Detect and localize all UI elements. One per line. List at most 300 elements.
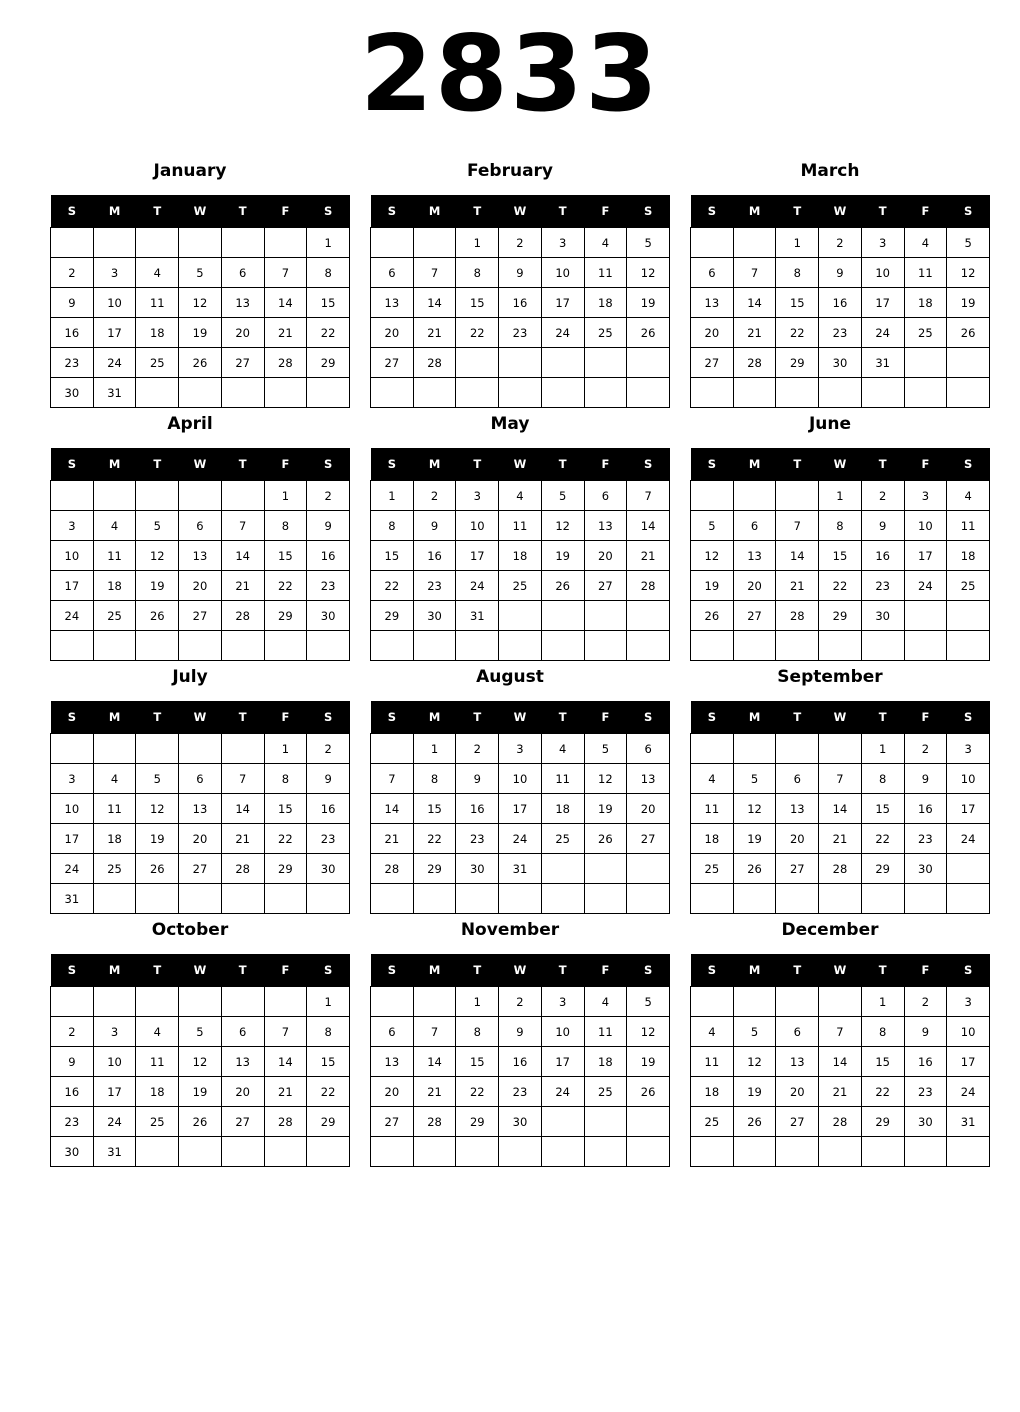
day-cell[interactable]: 30 — [51, 1137, 94, 1167]
day-cell[interactable]: 4 — [93, 511, 136, 541]
day-cell[interactable]: 7 — [819, 764, 862, 794]
day-cell[interactable]: 8 — [861, 1017, 904, 1047]
day-cell[interactable]: 18 — [904, 288, 947, 318]
day-cell[interactable]: 31 — [456, 601, 499, 631]
day-cell[interactable]: 13 — [371, 288, 414, 318]
day-cell[interactable]: 7 — [819, 1017, 862, 1047]
day-cell[interactable]: 1 — [776, 228, 819, 258]
day-cell[interactable]: 4 — [947, 481, 990, 511]
day-cell[interactable]: 15 — [819, 541, 862, 571]
day-cell[interactable]: 8 — [776, 258, 819, 288]
day-cell[interactable]: 8 — [371, 511, 414, 541]
day-cell[interactable]: 22 — [861, 1077, 904, 1107]
day-cell[interactable]: 1 — [456, 987, 499, 1017]
day-cell[interactable]: 2 — [456, 734, 499, 764]
day-cell[interactable]: 10 — [861, 258, 904, 288]
day-cell[interactable]: 31 — [861, 348, 904, 378]
day-cell[interactable]: 23 — [413, 571, 456, 601]
day-cell[interactable]: 22 — [819, 571, 862, 601]
day-cell[interactable]: 12 — [179, 1047, 222, 1077]
day-cell[interactable]: 25 — [136, 1107, 179, 1137]
day-cell[interactable]: 14 — [819, 794, 862, 824]
day-cell[interactable]: 24 — [861, 318, 904, 348]
day-cell[interactable]: 15 — [307, 288, 350, 318]
day-cell[interactable]: 21 — [264, 1077, 307, 1107]
day-cell[interactable]: 6 — [221, 258, 264, 288]
day-cell[interactable]: 17 — [861, 288, 904, 318]
day-cell[interactable]: 17 — [93, 1077, 136, 1107]
day-cell[interactable]: 27 — [221, 1107, 264, 1137]
day-cell[interactable]: 9 — [307, 764, 350, 794]
day-cell[interactable]: 13 — [179, 541, 222, 571]
day-cell[interactable]: 16 — [307, 794, 350, 824]
day-cell[interactable]: 9 — [819, 258, 862, 288]
day-cell[interactable]: 11 — [691, 1047, 734, 1077]
day-cell[interactable]: 25 — [947, 571, 990, 601]
day-cell[interactable]: 4 — [136, 1017, 179, 1047]
day-cell[interactable]: 3 — [93, 1017, 136, 1047]
day-cell[interactable]: 7 — [264, 1017, 307, 1047]
day-cell[interactable]: 19 — [947, 288, 990, 318]
day-cell[interactable]: 28 — [221, 601, 264, 631]
day-cell[interactable]: 10 — [51, 794, 94, 824]
day-cell[interactable]: 4 — [691, 1017, 734, 1047]
day-cell[interactable]: 16 — [413, 541, 456, 571]
day-cell[interactable]: 6 — [371, 258, 414, 288]
day-cell[interactable]: 17 — [51, 824, 94, 854]
day-cell[interactable]: 15 — [413, 794, 456, 824]
day-cell[interactable]: 25 — [136, 348, 179, 378]
day-cell[interactable]: 3 — [541, 987, 584, 1017]
day-cell[interactable]: 24 — [541, 318, 584, 348]
day-cell[interactable]: 26 — [136, 601, 179, 631]
day-cell[interactable]: 22 — [371, 571, 414, 601]
day-cell[interactable]: 19 — [584, 794, 627, 824]
day-cell[interactable]: 9 — [51, 288, 94, 318]
day-cell[interactable]: 18 — [136, 1077, 179, 1107]
day-cell[interactable]: 14 — [371, 794, 414, 824]
day-cell[interactable]: 26 — [584, 824, 627, 854]
day-cell[interactable]: 3 — [861, 228, 904, 258]
day-cell[interactable]: 1 — [307, 228, 350, 258]
day-cell[interactable]: 21 — [819, 1077, 862, 1107]
day-cell[interactable]: 3 — [51, 764, 94, 794]
day-cell[interactable]: 1 — [861, 734, 904, 764]
day-cell[interactable]: 2 — [904, 734, 947, 764]
day-cell[interactable]: 28 — [264, 1107, 307, 1137]
day-cell[interactable]: 5 — [627, 228, 670, 258]
day-cell[interactable]: 22 — [413, 824, 456, 854]
day-cell[interactable]: 11 — [691, 794, 734, 824]
day-cell[interactable]: 30 — [413, 601, 456, 631]
day-cell[interactable]: 13 — [179, 794, 222, 824]
day-cell[interactable]: 24 — [904, 571, 947, 601]
day-cell[interactable]: 20 — [179, 571, 222, 601]
day-cell[interactable]: 7 — [733, 258, 776, 288]
day-cell[interactable]: 24 — [947, 824, 990, 854]
day-cell[interactable]: 16 — [819, 288, 862, 318]
day-cell[interactable]: 16 — [51, 1077, 94, 1107]
day-cell[interactable]: 29 — [861, 1107, 904, 1137]
day-cell[interactable]: 17 — [93, 318, 136, 348]
day-cell[interactable]: 20 — [221, 318, 264, 348]
day-cell[interactable]: 20 — [371, 318, 414, 348]
day-cell[interactable]: 2 — [904, 987, 947, 1017]
day-cell[interactable]: 5 — [947, 228, 990, 258]
day-cell[interactable]: 28 — [264, 348, 307, 378]
day-cell[interactable]: 25 — [584, 318, 627, 348]
day-cell[interactable]: 19 — [541, 541, 584, 571]
day-cell[interactable]: 13 — [221, 288, 264, 318]
day-cell[interactable]: 19 — [733, 1077, 776, 1107]
day-cell[interactable]: 16 — [861, 541, 904, 571]
day-cell[interactable]: 23 — [819, 318, 862, 348]
day-cell[interactable]: 22 — [456, 318, 499, 348]
day-cell[interactable]: 6 — [691, 258, 734, 288]
day-cell[interactable]: 26 — [541, 571, 584, 601]
day-cell[interactable]: 3 — [51, 511, 94, 541]
day-cell[interactable]: 1 — [819, 481, 862, 511]
day-cell[interactable]: 11 — [584, 258, 627, 288]
day-cell[interactable]: 28 — [819, 1107, 862, 1137]
day-cell[interactable]: 15 — [264, 541, 307, 571]
day-cell[interactable]: 18 — [499, 541, 542, 571]
day-cell[interactable]: 21 — [733, 318, 776, 348]
day-cell[interactable]: 8 — [861, 764, 904, 794]
day-cell[interactable]: 29 — [264, 601, 307, 631]
day-cell[interactable]: 6 — [371, 1017, 414, 1047]
day-cell[interactable]: 21 — [627, 541, 670, 571]
day-cell[interactable]: 27 — [627, 824, 670, 854]
day-cell[interactable]: 2 — [307, 734, 350, 764]
day-cell[interactable]: 30 — [819, 348, 862, 378]
day-cell[interactable]: 16 — [51, 318, 94, 348]
day-cell[interactable]: 17 — [541, 288, 584, 318]
day-cell[interactable]: 30 — [861, 601, 904, 631]
day-cell[interactable]: 25 — [691, 1107, 734, 1137]
day-cell[interactable]: 24 — [541, 1077, 584, 1107]
day-cell[interactable]: 6 — [179, 511, 222, 541]
day-cell[interactable]: 9 — [456, 764, 499, 794]
day-cell[interactable]: 16 — [904, 794, 947, 824]
day-cell[interactable]: 15 — [861, 1047, 904, 1077]
day-cell[interactable]: 5 — [136, 764, 179, 794]
day-cell[interactable]: 10 — [947, 764, 990, 794]
day-cell[interactable]: 15 — [861, 794, 904, 824]
day-cell[interactable]: 2 — [499, 228, 542, 258]
day-cell[interactable]: 20 — [627, 794, 670, 824]
day-cell[interactable]: 25 — [584, 1077, 627, 1107]
day-cell[interactable]: 21 — [221, 824, 264, 854]
day-cell[interactable]: 3 — [499, 734, 542, 764]
day-cell[interactable]: 5 — [584, 734, 627, 764]
day-cell[interactable]: 14 — [221, 794, 264, 824]
day-cell[interactable]: 17 — [947, 794, 990, 824]
day-cell[interactable]: 14 — [627, 511, 670, 541]
day-cell[interactable]: 29 — [307, 348, 350, 378]
day-cell[interactable]: 30 — [307, 601, 350, 631]
day-cell[interactable]: 7 — [221, 764, 264, 794]
day-cell[interactable]: 18 — [691, 1077, 734, 1107]
day-cell[interactable]: 13 — [627, 764, 670, 794]
day-cell[interactable]: 16 — [499, 1047, 542, 1077]
day-cell[interactable]: 12 — [136, 541, 179, 571]
day-cell[interactable]: 26 — [733, 854, 776, 884]
day-cell[interactable]: 7 — [221, 511, 264, 541]
day-cell[interactable]: 28 — [413, 348, 456, 378]
day-cell[interactable]: 30 — [904, 1107, 947, 1137]
day-cell[interactable]: 12 — [627, 258, 670, 288]
day-cell[interactable]: 5 — [733, 1017, 776, 1047]
day-cell[interactable]: 11 — [136, 1047, 179, 1077]
day-cell[interactable]: 29 — [456, 1107, 499, 1137]
day-cell[interactable]: 1 — [264, 481, 307, 511]
day-cell[interactable]: 9 — [307, 511, 350, 541]
day-cell[interactable]: 9 — [904, 1017, 947, 1047]
day-cell[interactable]: 24 — [499, 824, 542, 854]
day-cell[interactable]: 14 — [264, 288, 307, 318]
day-cell[interactable]: 25 — [904, 318, 947, 348]
day-cell[interactable]: 20 — [691, 318, 734, 348]
day-cell[interactable]: 11 — [904, 258, 947, 288]
day-cell[interactable]: 23 — [51, 348, 94, 378]
day-cell[interactable]: 28 — [371, 854, 414, 884]
day-cell[interactable]: 16 — [307, 541, 350, 571]
day-cell[interactable]: 10 — [904, 511, 947, 541]
day-cell[interactable]: 24 — [93, 348, 136, 378]
day-cell[interactable]: 28 — [221, 854, 264, 884]
day-cell[interactable]: 21 — [264, 318, 307, 348]
day-cell[interactable]: 24 — [947, 1077, 990, 1107]
day-cell[interactable]: 18 — [584, 288, 627, 318]
day-cell[interactable]: 15 — [371, 541, 414, 571]
day-cell[interactable]: 16 — [456, 794, 499, 824]
day-cell[interactable]: 14 — [221, 541, 264, 571]
day-cell[interactable]: 5 — [179, 258, 222, 288]
day-cell[interactable]: 9 — [861, 511, 904, 541]
day-cell[interactable]: 2 — [861, 481, 904, 511]
day-cell[interactable]: 8 — [456, 258, 499, 288]
day-cell[interactable]: 11 — [136, 288, 179, 318]
day-cell[interactable]: 17 — [947, 1047, 990, 1077]
day-cell[interactable]: 30 — [904, 854, 947, 884]
day-cell[interactable]: 20 — [776, 824, 819, 854]
day-cell[interactable]: 21 — [819, 824, 862, 854]
day-cell[interactable]: 1 — [371, 481, 414, 511]
day-cell[interactable]: 11 — [499, 511, 542, 541]
day-cell[interactable]: 31 — [51, 884, 94, 914]
day-cell[interactable]: 21 — [413, 1077, 456, 1107]
day-cell[interactable]: 2 — [499, 987, 542, 1017]
day-cell[interactable]: 13 — [733, 541, 776, 571]
day-cell[interactable]: 16 — [499, 288, 542, 318]
day-cell[interactable]: 10 — [499, 764, 542, 794]
day-cell[interactable]: 2 — [51, 258, 94, 288]
day-cell[interactable]: 5 — [179, 1017, 222, 1047]
day-cell[interactable]: 30 — [307, 854, 350, 884]
day-cell[interactable]: 12 — [947, 258, 990, 288]
day-cell[interactable]: 10 — [541, 258, 584, 288]
day-cell[interactable]: 31 — [947, 1107, 990, 1137]
day-cell[interactable]: 10 — [947, 1017, 990, 1047]
day-cell[interactable]: 27 — [691, 348, 734, 378]
day-cell[interactable]: 3 — [541, 228, 584, 258]
day-cell[interactable]: 9 — [51, 1047, 94, 1077]
day-cell[interactable]: 2 — [413, 481, 456, 511]
day-cell[interactable]: 27 — [179, 601, 222, 631]
day-cell[interactable]: 12 — [179, 288, 222, 318]
day-cell[interactable]: 28 — [819, 854, 862, 884]
day-cell[interactable]: 28 — [627, 571, 670, 601]
day-cell[interactable]: 14 — [413, 288, 456, 318]
day-cell[interactable]: 12 — [136, 794, 179, 824]
day-cell[interactable]: 27 — [776, 1107, 819, 1137]
day-cell[interactable]: 1 — [413, 734, 456, 764]
day-cell[interactable]: 21 — [221, 571, 264, 601]
day-cell[interactable]: 18 — [541, 794, 584, 824]
day-cell[interactable]: 29 — [819, 601, 862, 631]
day-cell[interactable]: 19 — [179, 1077, 222, 1107]
day-cell[interactable]: 20 — [776, 1077, 819, 1107]
day-cell[interactable]: 14 — [413, 1047, 456, 1077]
day-cell[interactable]: 5 — [541, 481, 584, 511]
day-cell[interactable]: 13 — [776, 1047, 819, 1077]
day-cell[interactable]: 18 — [93, 824, 136, 854]
day-cell[interactable]: 18 — [136, 318, 179, 348]
day-cell[interactable]: 18 — [584, 1047, 627, 1077]
day-cell[interactable]: 15 — [456, 1047, 499, 1077]
day-cell[interactable]: 6 — [776, 764, 819, 794]
day-cell[interactable]: 10 — [541, 1017, 584, 1047]
day-cell[interactable]: 25 — [499, 571, 542, 601]
day-cell[interactable]: 19 — [733, 824, 776, 854]
day-cell[interactable]: 15 — [264, 794, 307, 824]
day-cell[interactable]: 31 — [499, 854, 542, 884]
day-cell[interactable]: 29 — [413, 854, 456, 884]
day-cell[interactable]: 27 — [371, 1107, 414, 1137]
day-cell[interactable]: 17 — [541, 1047, 584, 1077]
day-cell[interactable]: 4 — [904, 228, 947, 258]
day-cell[interactable]: 11 — [93, 794, 136, 824]
day-cell[interactable]: 7 — [371, 764, 414, 794]
day-cell[interactable]: 29 — [307, 1107, 350, 1137]
day-cell[interactable]: 26 — [627, 318, 670, 348]
day-cell[interactable]: 1 — [307, 987, 350, 1017]
day-cell[interactable]: 23 — [307, 824, 350, 854]
day-cell[interactable]: 13 — [221, 1047, 264, 1077]
day-cell[interactable]: 9 — [904, 764, 947, 794]
day-cell[interactable]: 12 — [541, 511, 584, 541]
day-cell[interactable]: 9 — [499, 258, 542, 288]
day-cell[interactable]: 10 — [93, 288, 136, 318]
day-cell[interactable]: 20 — [371, 1077, 414, 1107]
day-cell[interactable]: 27 — [179, 854, 222, 884]
day-cell[interactable]: 31 — [93, 1137, 136, 1167]
day-cell[interactable]: 21 — [413, 318, 456, 348]
day-cell[interactable]: 6 — [584, 481, 627, 511]
day-cell[interactable]: 25 — [541, 824, 584, 854]
day-cell[interactable]: 11 — [93, 541, 136, 571]
day-cell[interactable]: 13 — [584, 511, 627, 541]
day-cell[interactable]: 15 — [776, 288, 819, 318]
day-cell[interactable]: 16 — [904, 1047, 947, 1077]
day-cell[interactable]: 15 — [307, 1047, 350, 1077]
day-cell[interactable]: 5 — [627, 987, 670, 1017]
day-cell[interactable]: 7 — [413, 1017, 456, 1047]
day-cell[interactable]: 19 — [627, 288, 670, 318]
day-cell[interactable]: 3 — [947, 734, 990, 764]
day-cell[interactable]: 7 — [413, 258, 456, 288]
day-cell[interactable]: 4 — [93, 764, 136, 794]
day-cell[interactable]: 28 — [776, 601, 819, 631]
day-cell[interactable]: 10 — [456, 511, 499, 541]
day-cell[interactable]: 29 — [264, 854, 307, 884]
day-cell[interactable]: 20 — [733, 571, 776, 601]
day-cell[interactable]: 26 — [691, 601, 734, 631]
day-cell[interactable]: 2 — [51, 1017, 94, 1047]
day-cell[interactable]: 8 — [819, 511, 862, 541]
day-cell[interactable]: 13 — [691, 288, 734, 318]
day-cell[interactable]: 23 — [456, 824, 499, 854]
day-cell[interactable]: 8 — [456, 1017, 499, 1047]
day-cell[interactable]: 18 — [93, 571, 136, 601]
day-cell[interactable]: 29 — [861, 854, 904, 884]
day-cell[interactable]: 27 — [221, 348, 264, 378]
day-cell[interactable]: 30 — [456, 854, 499, 884]
day-cell[interactable]: 9 — [413, 511, 456, 541]
day-cell[interactable]: 25 — [93, 854, 136, 884]
day-cell[interactable]: 18 — [947, 541, 990, 571]
day-cell[interactable]: 3 — [456, 481, 499, 511]
day-cell[interactable]: 21 — [371, 824, 414, 854]
day-cell[interactable]: 23 — [861, 571, 904, 601]
day-cell[interactable]: 17 — [904, 541, 947, 571]
day-cell[interactable]: 17 — [456, 541, 499, 571]
day-cell[interactable]: 31 — [93, 378, 136, 408]
day-cell[interactable]: 6 — [776, 1017, 819, 1047]
day-cell[interactable]: 2 — [307, 481, 350, 511]
day-cell[interactable]: 26 — [627, 1077, 670, 1107]
day-cell[interactable]: 6 — [179, 764, 222, 794]
day-cell[interactable]: 22 — [861, 824, 904, 854]
day-cell[interactable]: 14 — [819, 1047, 862, 1077]
day-cell[interactable]: 21 — [776, 571, 819, 601]
day-cell[interactable]: 14 — [733, 288, 776, 318]
day-cell[interactable]: 12 — [691, 541, 734, 571]
day-cell[interactable]: 24 — [456, 571, 499, 601]
day-cell[interactable]: 24 — [51, 601, 94, 631]
day-cell[interactable]: 30 — [51, 378, 94, 408]
day-cell[interactable]: 26 — [179, 348, 222, 378]
day-cell[interactable]: 7 — [776, 511, 819, 541]
day-cell[interactable]: 26 — [179, 1107, 222, 1137]
day-cell[interactable]: 17 — [499, 794, 542, 824]
day-cell[interactable]: 23 — [904, 824, 947, 854]
day-cell[interactable]: 23 — [51, 1107, 94, 1137]
day-cell[interactable]: 9 — [499, 1017, 542, 1047]
day-cell[interactable]: 23 — [904, 1077, 947, 1107]
day-cell[interactable]: 8 — [264, 764, 307, 794]
day-cell[interactable]: 13 — [776, 794, 819, 824]
day-cell[interactable]: 1 — [861, 987, 904, 1017]
day-cell[interactable]: 11 — [584, 1017, 627, 1047]
day-cell[interactable]: 5 — [691, 511, 734, 541]
day-cell[interactable]: 14 — [264, 1047, 307, 1077]
day-cell[interactable]: 7 — [627, 481, 670, 511]
day-cell[interactable]: 23 — [499, 1077, 542, 1107]
day-cell[interactable]: 22 — [307, 318, 350, 348]
day-cell[interactable]: 12 — [733, 1047, 776, 1077]
